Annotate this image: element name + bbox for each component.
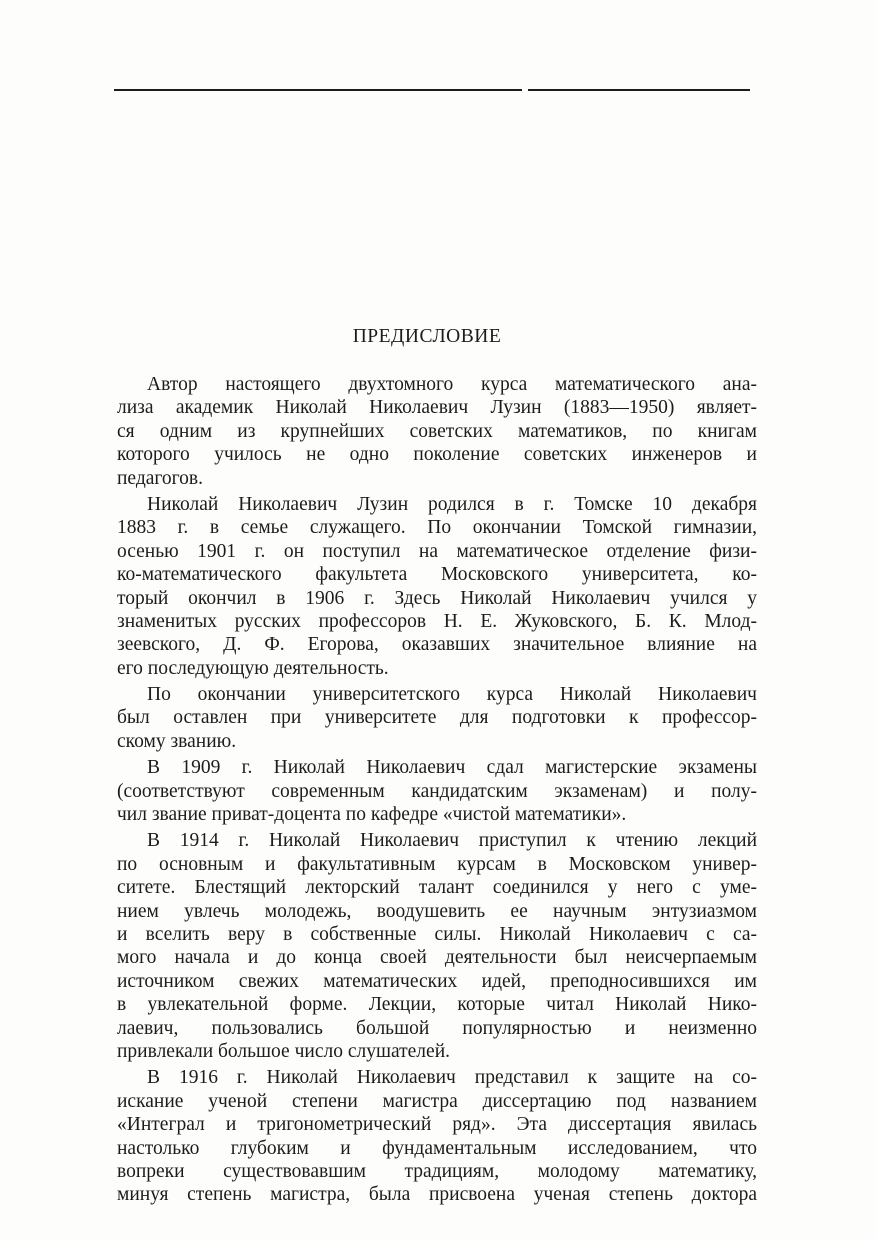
text-line: зеевского, Д. Ф. Егорова, оказавших значительное влияние на [117,634,757,656]
text-line: «Интеграл и тригонометрический ряд». Эта диссертация явилась [117,1114,757,1136]
text-line: настолько глубоким и фундаментальным исследованием, что [117,1137,757,1159]
header-rule-left [114,89,522,91]
text-line: педагогов. [117,467,204,489]
text-line: нием увлечь молодежь, воодушевить ее научным энтузиазмом [117,900,757,922]
page-title: ПРЕДИСЛОВИЕ [352,326,502,347]
text-line: искание ученой степени магистра диссертацию под названием [117,1090,757,1112]
text-line: привлекали большое число слушателей. [117,1040,451,1062]
text-line: лиза академик Николай Николаевич Лузин (1883—1950) являет- [117,397,757,419]
text-line: ся одним из крупнейших советских математиков, по книгам [117,420,757,442]
text-line: В 1916 г. Николай Николаевич представил к защите на со- [147,1067,757,1089]
text-line: Николай Николаевич Лузин родился в г. Томске 10 декабря [147,493,757,515]
text-line: Автор настоящего двухтомного курса математического ана- [147,374,757,395]
paragraph [117,829,757,1063]
text-line: осенью 1901 г. он поступил на математическое отделение физи- [117,540,757,562]
text-line: минуя степень магистра, была присвоена ученая степень доктора [117,1184,757,1206]
text-line: был оставлен при университете для подготовки к профессор- [117,707,757,729]
text-line: По окончании университетского курса Николай Николаевич [147,684,757,706]
text-line: торый окончил в 1906 г. Здесь Николай Николаевич учился у [117,587,757,609]
text-line: чил звание приват-доцента по кафедре «чистой математики». [117,804,627,826]
text-line: вопреки существовавшим традициям, молодому математику, [117,1160,757,1182]
text-line: 1883 г. в семье служащего. По окончании Томской гимназии, [117,517,757,539]
text-line: по основным и факультативным курсам в Московском универ- [117,853,757,875]
text-line: ситете. Блестящий лекторский талант соединился у него с уме- [117,877,757,899]
text-line: ко-математического факультета Московского университета, ко- [117,564,757,586]
text-line: и вселить веру в собственные силы. Николай Николаевич с са- [117,923,757,945]
text-line: в увлекательной форме. Лекции, которые читал Николай Нико- [117,994,757,1016]
text-line: знаменитых русских профессоров Н. Е. Жуковского, Б. К. Млод- [117,610,757,632]
paragraph [117,683,757,753]
text-line: (соответствуют современным кандидатским экзаменам) и полу- [117,780,757,802]
text-line: скому званию. [117,730,237,752]
paragraph [117,493,757,680]
body-text [117,373,757,1207]
text-line: которого училось не одно поколение советских инженеров и [117,444,757,466]
paragraph [117,1066,757,1206]
paragraph [117,373,757,490]
text-line: В 1914 г. Николай Николаевич приступил к чтению лекций [147,830,757,852]
text-line: его последующую деятельность. [117,657,389,679]
text-line: источником свежих математических идей, преподносившихся им [117,970,757,992]
header-rule-right [528,89,750,91]
text-line: лаевич, пользовались большой популярностью и неизменно [117,1017,757,1039]
text-line: мого начала и до конца своей деятельности был неисчерпаемым [117,947,757,969]
paragraph [117,756,757,826]
text-line: В 1909 г. Николай Николаевич сдал магистерские экзамены [147,757,757,779]
